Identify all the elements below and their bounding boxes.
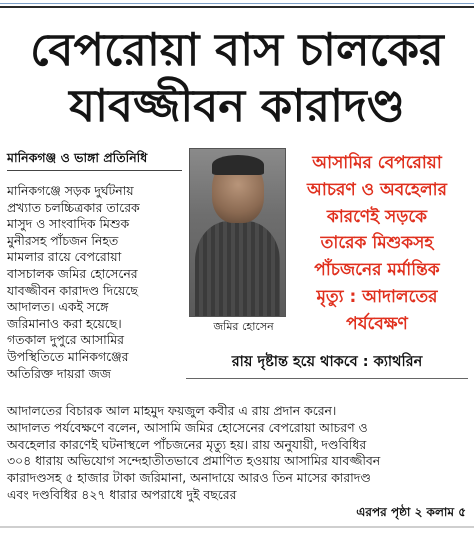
pull-quote-line: আচরণ ও অবহেলার [307, 179, 447, 200]
body-line: অবহেলার কারণেই ঘটনাস্থলে পাঁচজনের মৃত্যু হয়। রায় অনুযায়ী, দণ্ডবিধির [7, 436, 367, 452]
body-line: মামলার রায়ে বেপরোয়া [7, 249, 122, 265]
body-line: জরিমানাও করা হয়েছে। [7, 315, 122, 331]
pull-quote-line: মৃত্যু : আদালতের [316, 286, 438, 307]
subheading-rule [186, 378, 468, 379]
body-line: এবং দণ্ডবিধির ৪২৭ ধারার অপরাধে দুই বছরের [7, 486, 237, 502]
pull-quote [288, 150, 466, 338]
body-full-width [7, 403, 469, 504]
body-line: মাসুদ ও সাংবাদিক মিশুক [7, 216, 130, 232]
photo-caption: জমির হোসেন [213, 320, 274, 333]
portrait-photo [189, 148, 286, 317]
top-rule-blue [0, 3, 474, 4]
body-line: আদালত পর্যবেক্ষণে বলেন, আসামি জমির হোসেনের বেপরোয়া আচরণ ও [7, 419, 368, 435]
subheading: রায় দৃষ্টান্ত হয়ে থাকবে : ক্যাথরিন [231, 354, 423, 370]
headline [6, 22, 468, 134]
photo-shirt [195, 221, 280, 317]
body-line: ৩০৪ ধারায় অভিযোগ সন্দেহাতীতভাবে প্রমাণিত হওয়ায় আসামির যাবজ্জীবন [7, 453, 381, 469]
photo-hair [212, 155, 264, 175]
continued-label: এরপর পৃষ্ঠা ২ কলাম ৫ [356, 505, 466, 519]
body-column [7, 183, 184, 382]
body-line: মুনীরসহ পাঁচজন নিহত [7, 232, 119, 248]
body-line: অতিরিক্ত দায়রা জজ [7, 365, 111, 381]
pull-quote-line: পাঁচজনের মর্মান্তিক [314, 260, 440, 281]
body-line: বাসচালক জমির হোসেনের [7, 265, 138, 281]
headline-line-1: বেপরোয়া বাস চালকের [30, 23, 444, 76]
body-line: গতকাল দুপুরে আসামির [7, 332, 124, 348]
body-line: প্রখ্যাত চলচ্চিত্রকার তারেক [7, 199, 140, 215]
pull-quote-line: তারেক মিশুকসহ [320, 233, 434, 254]
headline-line-2: যাবজ্জীবন কারাদণ্ড [69, 79, 405, 132]
body-line: কারাদণ্ডসহ ৫ হাজার টাকা জরিমানা, অনাদায়ে আরও তিন মাসের কারাদণ্ড [7, 470, 371, 486]
pull-quote-line: আসামির বেপরোয়া [312, 153, 442, 173]
top-rule [0, 6, 474, 8]
body-line: আদালতের বিচারক আল মাহমুদ ফয়জুল কবীর এ রায় প্রদান করেন। [7, 403, 337, 418]
bottom-rule [0, 526, 474, 528]
body-line: মানিকগঞ্জে সড়ক দুর্ঘটনায় [7, 183, 134, 198]
pull-quote-line: কারণেই সড়কে [326, 206, 428, 227]
byline: মানিকগঞ্জ ও ভাঙ্গা প্রতিনিধি [7, 150, 148, 165]
body-line: যাবজ্জীবন কারাদণ্ড দিয়েছে [7, 282, 138, 298]
body-line: আদালত। একই সঙ্গে [7, 299, 109, 315]
body-line: উপস্থিতিতে মানিকগঞ্জের [7, 348, 129, 364]
byline-rule [7, 170, 182, 171]
pull-quote-line: পর্যবেক্ষণ [346, 313, 408, 334]
